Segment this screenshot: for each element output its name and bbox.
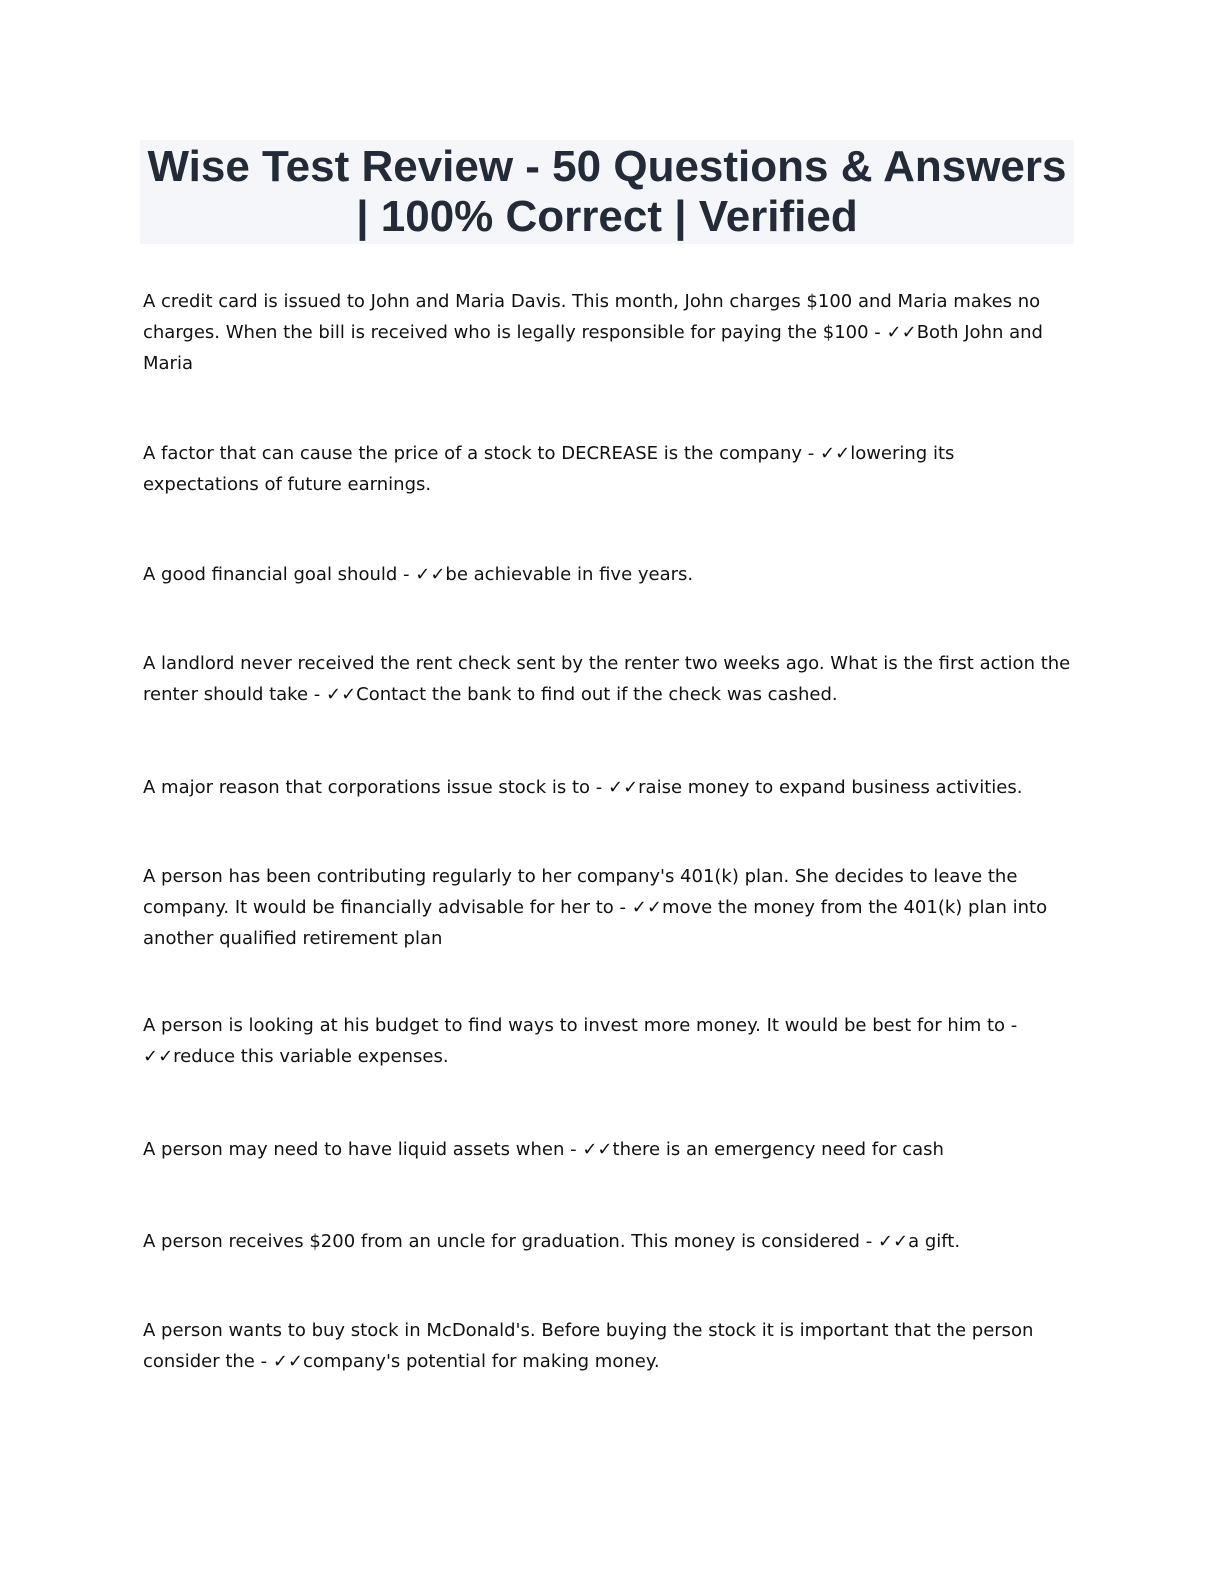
question-text: A person may need to have liquid assets when -	[143, 1139, 577, 1160]
question-text: A person has been contributing regularly to her company's 401(k) plan. She decides to leave the company. It would be financially advisable for her to -	[143, 866, 1018, 918]
answer-text: lowering its expectations of future earnings.	[143, 443, 955, 495]
question-text: A major reason that corporations issue stock is to -	[143, 777, 603, 798]
qa-item-6	[143, 861, 1073, 954]
double-check-icon: ✓✓	[272, 1351, 303, 1372]
answer-text: company's potential for making money.	[302, 1351, 660, 1372]
question-text: A person receives $200 from an uncle for graduation. This money is considered -	[143, 1231, 873, 1252]
answer-text: reduce this variable expenses.	[173, 1046, 449, 1067]
question-text: A person is looking at his budget to find ways to invest more money. It would be best for him to -	[143, 1015, 1018, 1036]
title-banner	[140, 140, 1074, 244]
double-check-icon: ✓✓	[582, 1139, 613, 1160]
double-check-icon: ✓✓	[607, 777, 639, 798]
double-check-icon: ✓✓	[820, 443, 851, 464]
question-text: A factor that can cause the price of a stock to DECREASE is the company -	[143, 443, 815, 464]
qa-item-2	[143, 438, 1073, 500]
answer-text: move the money from the 401(k) plan into another qualified retirement plan	[143, 897, 1048, 949]
qa-item-5	[143, 772, 1073, 803]
double-check-icon: ✓✓	[415, 564, 446, 585]
answer-text: be achievable in five years.	[445, 564, 694, 585]
question-text: A landlord never received the rent check sent by the renter two weeks ago. What is the first action the renter should take -	[143, 653, 1071, 705]
answer-text: Both John and Maria	[143, 322, 1043, 374]
qa-item-7	[143, 1010, 1073, 1072]
qa-item-4	[143, 648, 1073, 710]
answer-text: Contact the bank to find out if the check was cashed.	[356, 684, 838, 705]
answer-text: raise money to expand business activities.	[638, 777, 1023, 798]
double-check-icon: ✓✓	[631, 897, 662, 918]
document-title: Wise Test Review - 50 Questions & Answers | 100% Correct | Verified	[147, 142, 1067, 241]
double-check-icon: ✓✓	[886, 322, 917, 343]
qa-item-10	[143, 1315, 1073, 1377]
answer-text: a gift.	[908, 1231, 961, 1252]
qa-item-3	[143, 559, 1073, 590]
question-text: A credit card is issued to John and Maria Davis. This month, John charges $100 and Maria makes no charges. When the bill is received who is legally responsible for paying the $100 -	[143, 291, 1041, 343]
double-check-icon: ✓✓	[877, 1231, 909, 1252]
double-check-icon: ✓✓	[326, 684, 357, 705]
answer-text: there is an emergency need for cash	[612, 1139, 944, 1160]
double-check-icon: ✓✓	[143, 1046, 174, 1067]
qa-item-1	[143, 286, 1073, 379]
question-text: A good financial goal should -	[143, 564, 410, 585]
qa-item-9	[143, 1226, 1073, 1257]
question-text: A person wants to buy stock in McDonald's. Before buying the stock it is important that the person consider the -	[143, 1320, 1034, 1372]
qa-item-8	[143, 1134, 1073, 1165]
